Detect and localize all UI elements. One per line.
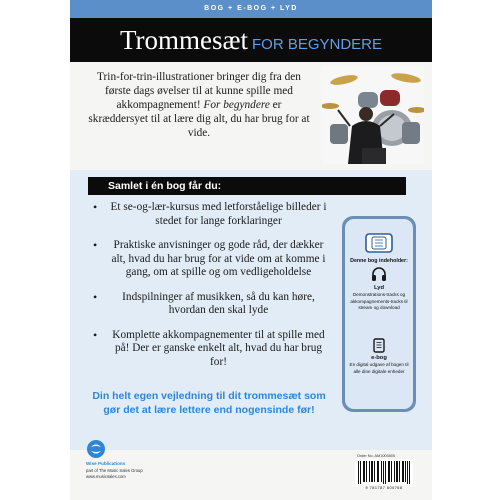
title-bar (70, 18, 432, 62)
book-seal-icon (364, 232, 394, 254)
list-item-text: Indspilninger af musikken, så du kan høre, hvordan den skal lyde (122, 290, 315, 316)
list-item (92, 239, 330, 280)
lyd-description: Demonstrations-tracks og akkompagnements-tracks til stream og download (350, 292, 408, 310)
tablet-icon (373, 338, 385, 353)
list-item (92, 201, 330, 228)
page-subtitle: FOR BEGYNDERE (252, 36, 383, 53)
lyd-title: Lyd (373, 285, 385, 291)
bullet-icon: • (93, 289, 98, 304)
intro-paragraph (88, 70, 310, 140)
list-item-text: Et se-og-lær-kursus med letforståelige billeder i stedet for lange forklaringer (110, 201, 327, 227)
list-item-text: Komplette akkompagnementer til at spille med på! Der er ganske enkelt alt, hvad du har brug for! (112, 328, 325, 368)
order-number: Order No. AM1003805 (357, 454, 395, 458)
list-item (92, 291, 330, 318)
publisher-url: www.musicsales.com (86, 474, 126, 479)
ebog-title: e-bog (371, 355, 387, 361)
bullet-icon: • (93, 238, 98, 252)
intro-text-1: Trin-for-trin-illustrationer bringer dig fra den første dags øvelser til at kunne spille med akkompagnement! (97, 71, 301, 111)
bullet-icon: • (93, 200, 98, 214)
ebog-description: En digital udgave af bogen til alle dine digitale enheder (349, 362, 409, 374)
publisher-name: Wise Publications (86, 461, 126, 466)
sidebox-heading: Denne bog indeholder: (350, 258, 408, 264)
tagline: Din helt egen vejledning til dit trommesæt som gør det at lære lettere end nogensinde før! (92, 390, 326, 416)
list-item-text: Praktiske anvisninger og gode råd, der dækker alt, hvad du har brug for at vide om at komme i gang, om at spille og om vedligeholdelse (111, 239, 326, 278)
section-heading-bar (88, 177, 406, 195)
intro-text-2: er skræddersyet til at lære dig alt, du har brug for at vide. (88, 99, 310, 139)
section-heading: Samlet i én bog får du: (108, 180, 222, 192)
barcode-number: 9 781787 600768 (365, 486, 403, 490)
barcode (355, 459, 413, 485)
top-banner-text: BOG + E-BOG + LYD (204, 5, 298, 12)
list-item (92, 329, 330, 370)
publisher-group: part of The Music Sales Group (86, 468, 143, 473)
feature-list (92, 201, 330, 380)
wise-logo-icon (86, 439, 106, 459)
headphones-icon (371, 266, 387, 282)
intro-emphasis: For begyndere (203, 99, 270, 111)
page-title: Trommesæt (119, 25, 248, 55)
bullet-icon: • (93, 327, 98, 342)
drummer-photo (322, 66, 424, 164)
top-banner (70, 0, 432, 18)
